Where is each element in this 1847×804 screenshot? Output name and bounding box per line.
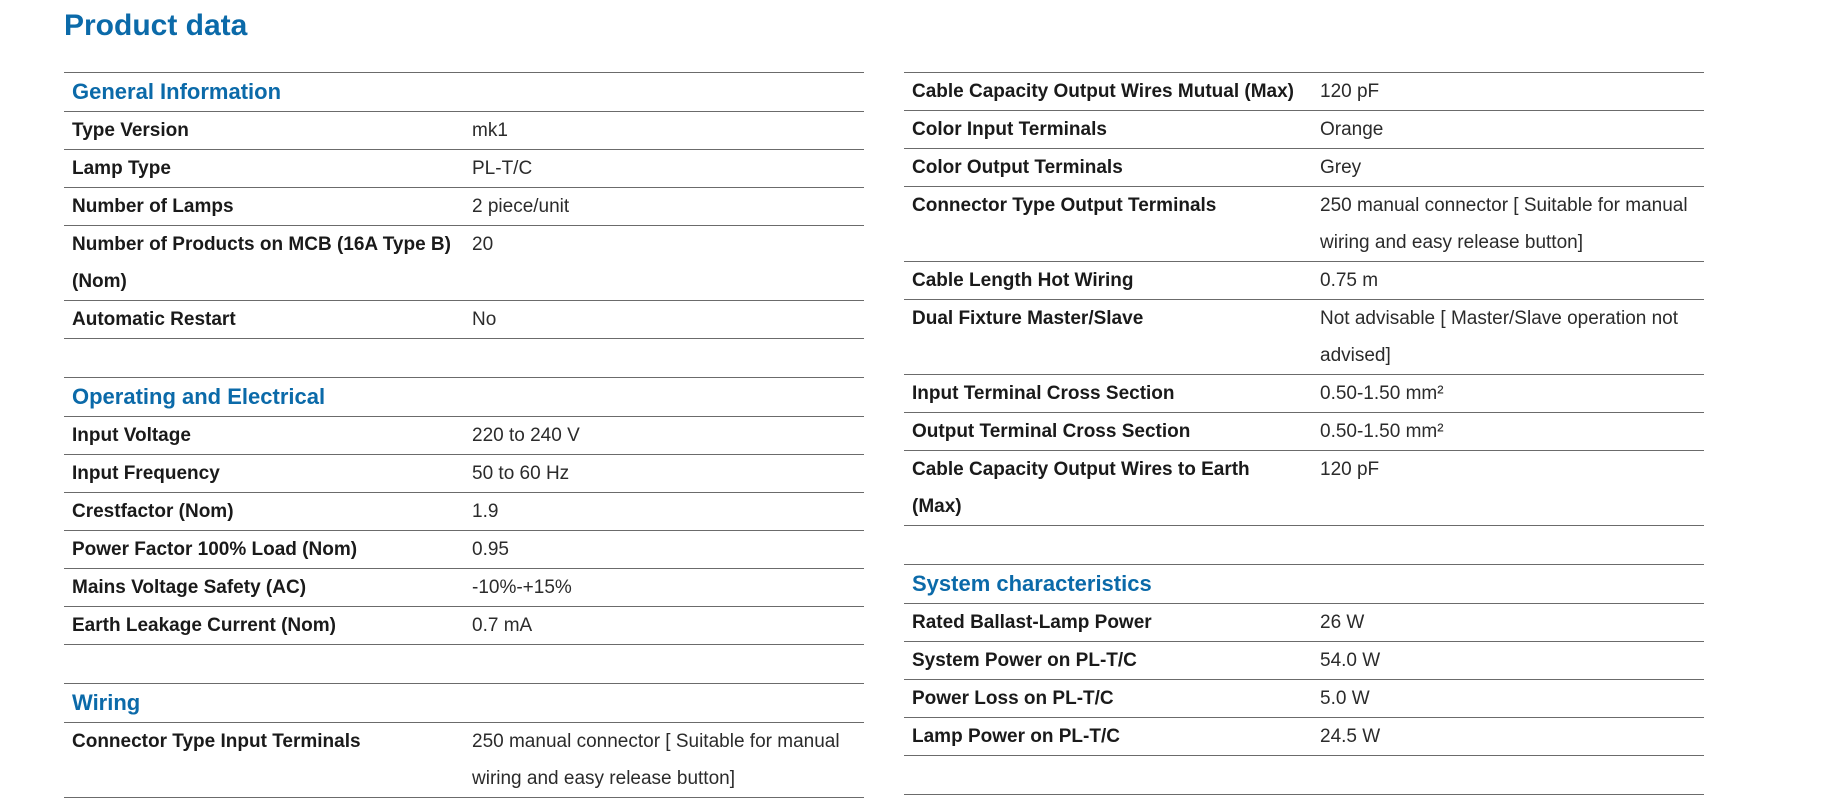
spec-row [904, 680, 1704, 718]
spec-key: System Power on PL-T/C [904, 642, 1312, 680]
section-spacer [904, 526, 1704, 565]
spec-key: Power Loss on PL-T/C [904, 680, 1312, 718]
section-header-system [904, 565, 1704, 604]
spec-key: Number of Lamps [64, 188, 464, 226]
spec-value: Orange [1312, 111, 1704, 149]
spec-value: 250 manual connector [ Suitable for manual wiring and easy release button] [464, 723, 864, 798]
spec-row [904, 300, 1704, 375]
spec-key: Input Voltage [64, 417, 464, 455]
spec-row [64, 455, 864, 493]
spec-row [904, 604, 1704, 642]
spec-value: 250 manual connector [ Suitable for manual wiring and easy release button] [1312, 187, 1704, 262]
spec-key: Cable Capacity Output Wires Mutual (Max) [904, 73, 1312, 111]
section-header-operating [64, 378, 864, 417]
spec-value: 54.0 W [1312, 642, 1704, 680]
spec-row [64, 150, 864, 188]
right-column [904, 72, 1704, 795]
spec-row [904, 262, 1704, 300]
spec-key: Input Frequency [64, 455, 464, 493]
spec-key: Power Factor 100% Load (Nom) [64, 531, 464, 569]
spec-key: Connector Type Input Terminals [64, 723, 464, 798]
spec-table-right [904, 72, 1704, 795]
page-title: Product data [64, 9, 248, 42]
spec-value: 50 to 60 Hz [464, 455, 864, 493]
spec-value: 20 [464, 226, 864, 301]
spec-value: 0.50-1.50 mm² [1312, 375, 1704, 413]
spec-row [64, 607, 864, 645]
spec-key: Color Input Terminals [904, 111, 1312, 149]
spec-value: 120 pF [1312, 451, 1704, 526]
spec-row [904, 451, 1704, 526]
spec-row [904, 413, 1704, 451]
spec-value: 1.9 [464, 493, 864, 531]
spec-row [904, 375, 1704, 413]
spec-key: Mains Voltage Safety (AC) [64, 569, 464, 607]
spec-row [64, 188, 864, 226]
spec-value: 5.0 W [1312, 680, 1704, 718]
spec-key: Automatic Restart [64, 301, 464, 339]
spec-row [64, 493, 864, 531]
spec-value: 24.5 W [1312, 718, 1704, 756]
spec-row [64, 723, 864, 798]
spec-key: Output Terminal Cross Section [904, 413, 1312, 451]
spec-row [904, 111, 1704, 149]
spec-row [64, 569, 864, 607]
spec-row [64, 226, 864, 301]
left-column [64, 72, 864, 798]
spec-key: Lamp Power on PL-T/C [904, 718, 1312, 756]
spec-row [904, 642, 1704, 680]
spec-key: Rated Ballast-Lamp Power [904, 604, 1312, 642]
spec-row [64, 417, 864, 455]
spec-key: Number of Products on MCB (16A Type B) (Nom) [64, 226, 464, 301]
spec-row [64, 301, 864, 339]
spec-row [904, 187, 1704, 262]
spec-value: PL-T/C [464, 150, 864, 188]
spec-row [904, 73, 1704, 111]
spec-value: mk1 [464, 112, 864, 150]
spec-value: 220 to 240 V [464, 417, 864, 455]
spec-value: 26 W [1312, 604, 1704, 642]
spec-value: 0.95 [464, 531, 864, 569]
spec-key: Connector Type Output Terminals [904, 187, 1312, 262]
spec-row [904, 149, 1704, 187]
spec-value: Not advisable [ Master/Slave operation not advised] [1312, 300, 1704, 375]
section-spacer [904, 756, 1704, 795]
section-title: General Information [64, 73, 864, 112]
spec-key: Cable Length Hot Wiring [904, 262, 1312, 300]
spec-key: Earth Leakage Current (Nom) [64, 607, 464, 645]
spec-key: Cable Capacity Output Wires to Earth (Max) [904, 451, 1312, 526]
section-title: Wiring [64, 684, 864, 723]
section-title: System characteristics [904, 565, 1704, 604]
spec-key: Dual Fixture Master/Slave [904, 300, 1312, 375]
section-title: Operating and Electrical [64, 378, 864, 417]
section-header-general [64, 73, 864, 112]
spec-row [64, 531, 864, 569]
spec-row [904, 718, 1704, 756]
spec-value: No [464, 301, 864, 339]
spec-value: -10%-+15% [464, 569, 864, 607]
spec-key: Crestfactor (Nom) [64, 493, 464, 531]
section-spacer [64, 339, 864, 378]
spec-key: Input Terminal Cross Section [904, 375, 1312, 413]
spec-key: Type Version [64, 112, 464, 150]
spec-value: 0.75 m [1312, 262, 1704, 300]
section-header-wiring [64, 684, 864, 723]
spec-key: Color Output Terminals [904, 149, 1312, 187]
spec-value: Grey [1312, 149, 1704, 187]
spec-row [64, 112, 864, 150]
spec-table-left [64, 72, 864, 798]
section-spacer [64, 645, 864, 684]
spec-value: 2 piece/unit [464, 188, 864, 226]
spec-value: 0.50-1.50 mm² [1312, 413, 1704, 451]
spec-key: Lamp Type [64, 150, 464, 188]
spec-value: 120 pF [1312, 73, 1704, 111]
spec-value: 0.7 mA [464, 607, 864, 645]
